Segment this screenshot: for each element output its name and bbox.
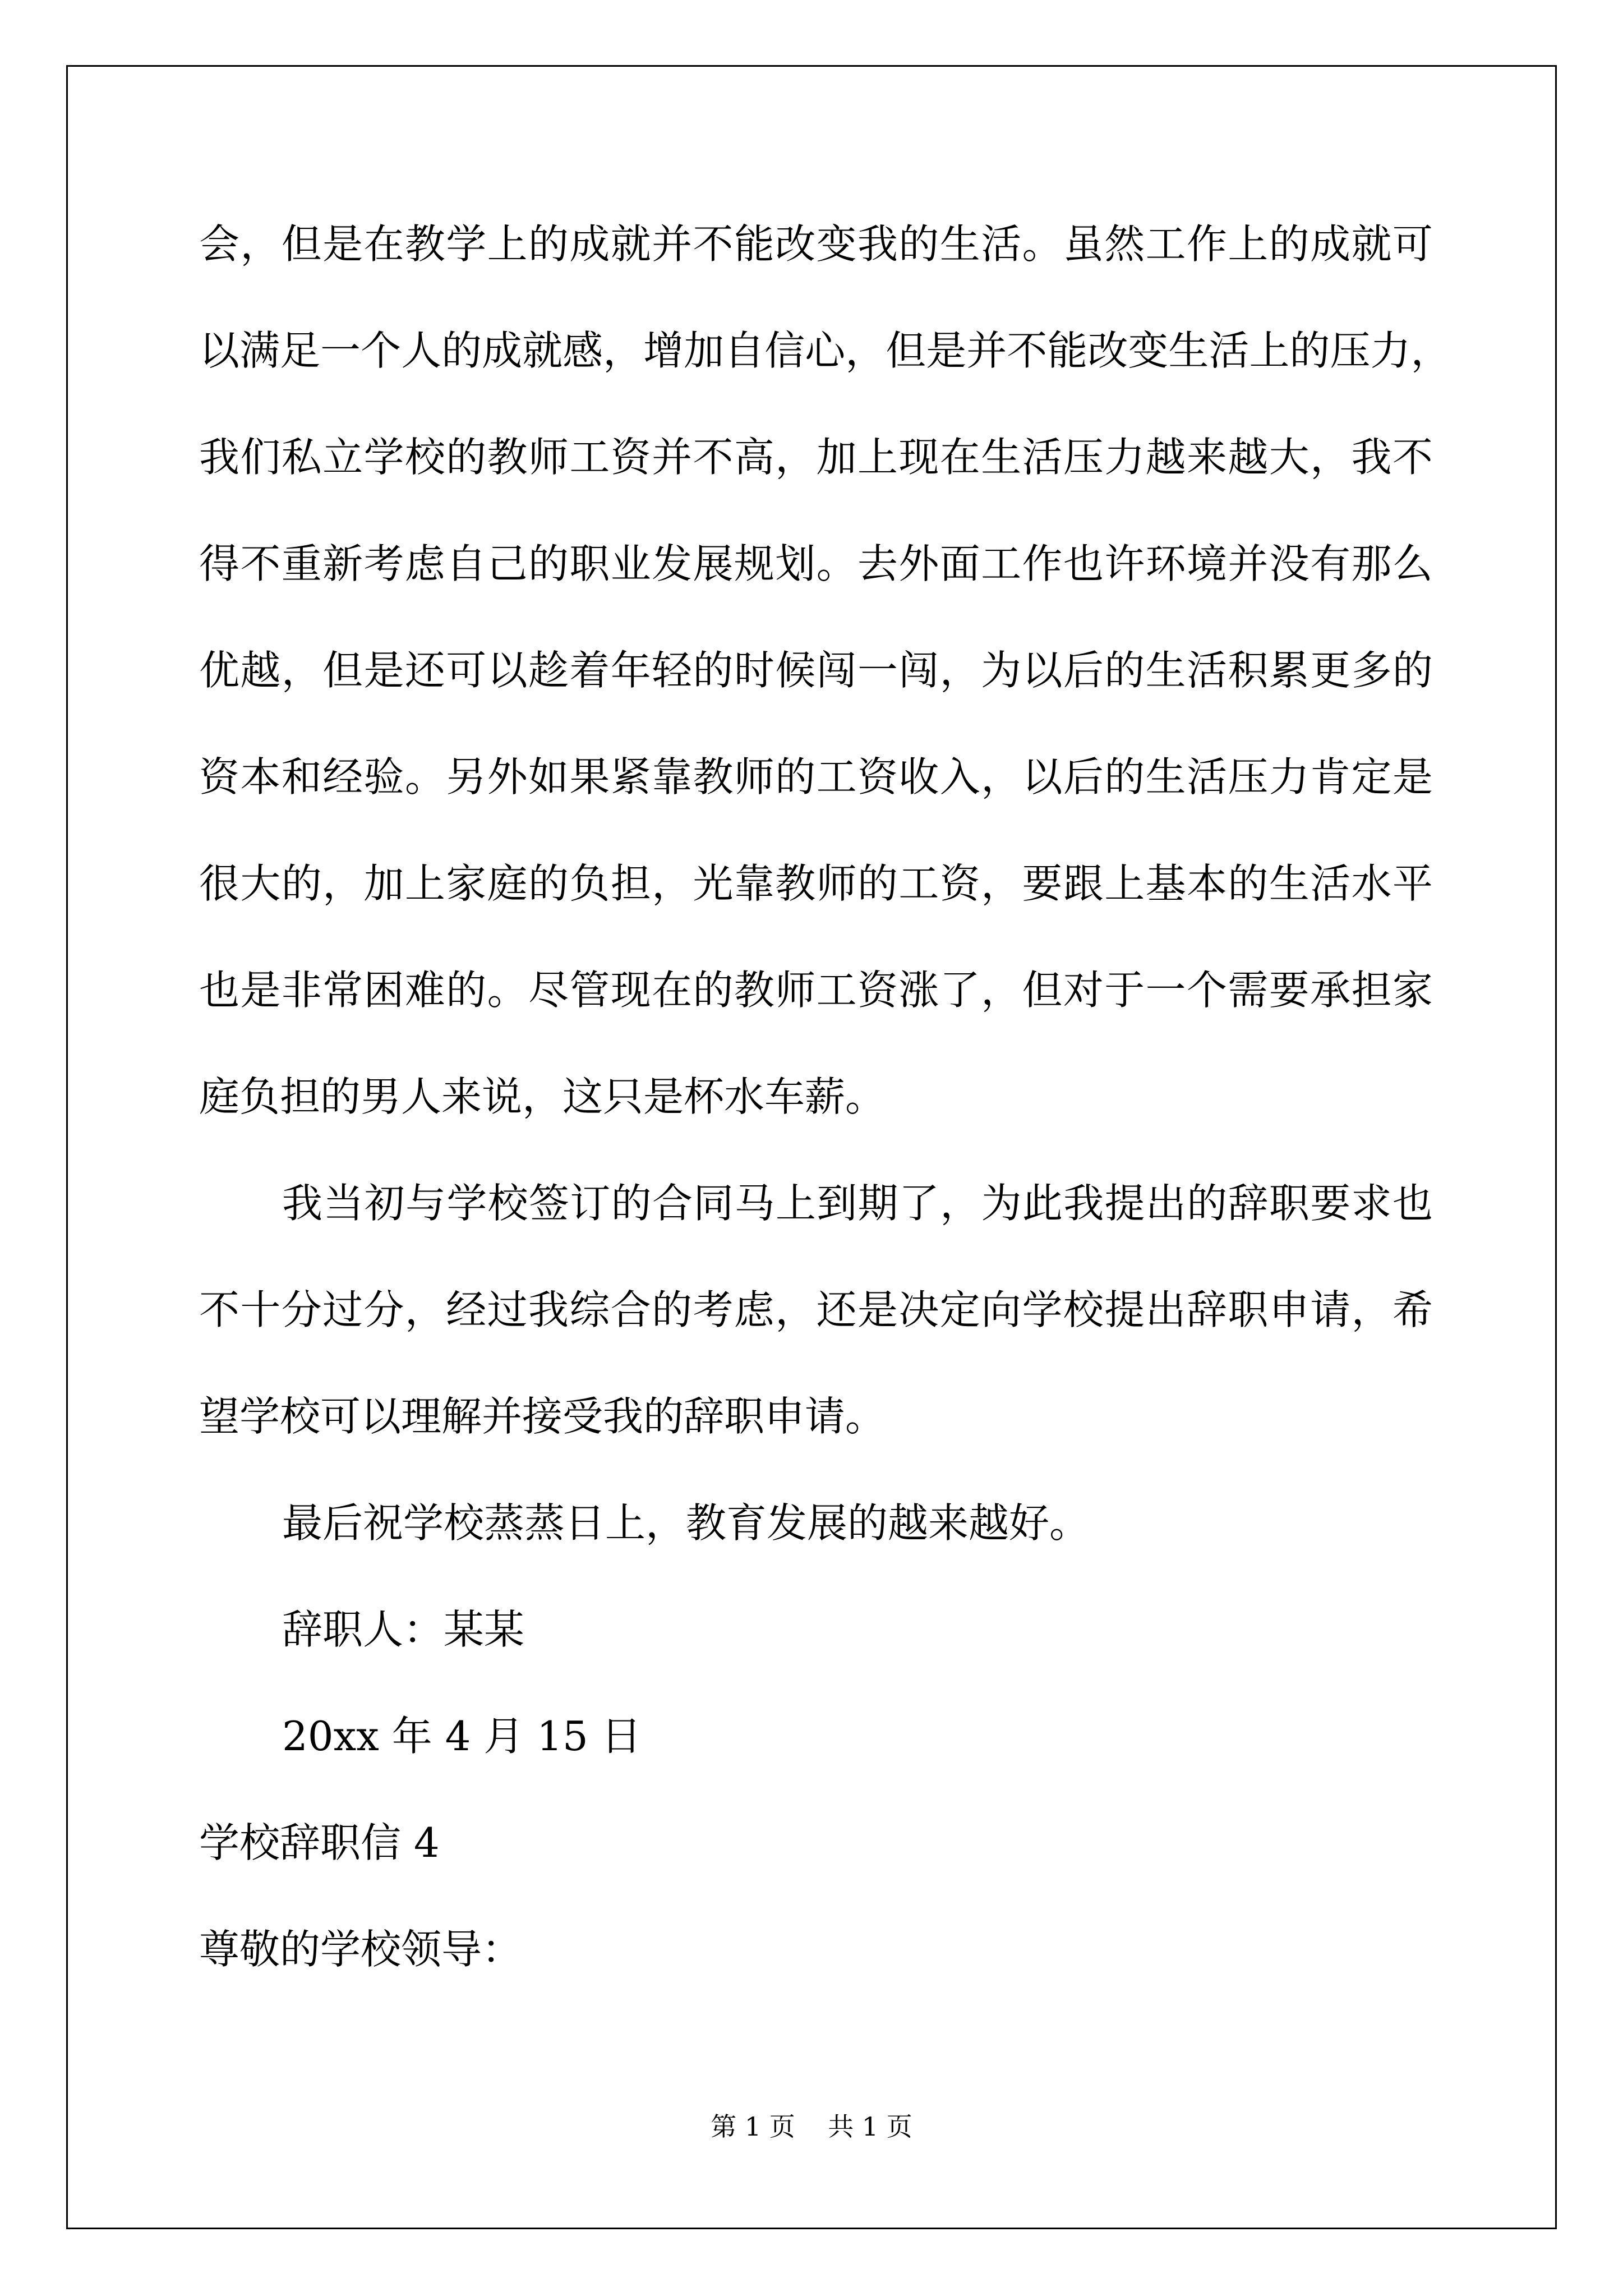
- text-line: 以 满 足 一 个 人 的 成 就 感 ， 增 加 自 信 心 ， 但 是 并 不 能 改 变 生 活 上 的 压 力 ，: [199, 327, 1451, 374]
- page-total: 共 1 页: [828, 2111, 912, 2142]
- section-title: 学校辞职信 4: [199, 1819, 440, 1866]
- text-line: 我 们 私 立 学 校 的 教 师 工 资 并 不 高 ， 加 上 现 在 生 活 压 力 越 来 越 大 ， 我 不: [199, 434, 1433, 481]
- signature-line: 辞职人：某某: [282, 1606, 525, 1653]
- closing-line: 最后祝学校蒸蒸日上，教育发展的越来越好。: [282, 1499, 1090, 1547]
- text-line: 资 本 和 经 验 。 另 外 如 果 紧 靠 教 师 的 工 资 收 入 ， 以 后 的 生 活 压 力 肯 定 是: [199, 753, 1433, 800]
- text-line: 庭负担的男人来说，这只是杯水车薪。: [199, 1073, 886, 1120]
- page-number: 第 1 页: [711, 2111, 795, 2142]
- text-line: 很 大 的 ， 加 上 家 庭 的 负 担 ， 光 靠 教 师 的 工 资 ， 要 跟 上 基 本 的 生 活 水 平: [199, 860, 1433, 907]
- page-footer: [0, 2106, 1623, 2143]
- text-line: 会 ， 但 是 在 教 学 上 的 成 就 并 不 能 改 变 我 的 生 活 。 虽 然 工 作 上 的 成 就 可: [199, 220, 1433, 268]
- text-line: 优 越 ， 但 是 还 可 以 趁 着 年 轻 的 时 候 闯 一 闯 ， 为 以 后 的 生 活 积 累 更 多 的: [199, 647, 1433, 694]
- text-line: 我 当 初 与 学 校 签 订 的 合 同 马 上 到 期 了 ， 为 此 我 提 出 的 辞 职 要 求 也: [282, 1180, 1433, 1227]
- document-body: [199, 213, 1451, 2025]
- text-line: 得 不 重 新 考 虑 自 己 的 职 业 发 展 规 划 。 去 外 面 工 作 也 许 环 境 并 没 有 那 么: [199, 540, 1433, 587]
- date-line: 20xx 年 4 月 15 日: [282, 1713, 642, 1760]
- text-line: 不 十 分 过 分 ， 经 过 我 综 合 的 考 虑 ， 还 是 决 定 向 学 校 提 出 辞 职 申 请 ， 希: [199, 1286, 1433, 1333]
- salutation-line: 尊敬的学校领导：: [199, 1926, 523, 1973]
- text-line: 也 是 非 常 困 难 的 。 尽 管 现 在 的 教 师 工 资 涨 了 ， 但 对 于 一 个 需 要 承 担 家: [199, 967, 1433, 1014]
- text-line: 望学校可以理解并接受我的辞职申请。: [199, 1393, 886, 1440]
